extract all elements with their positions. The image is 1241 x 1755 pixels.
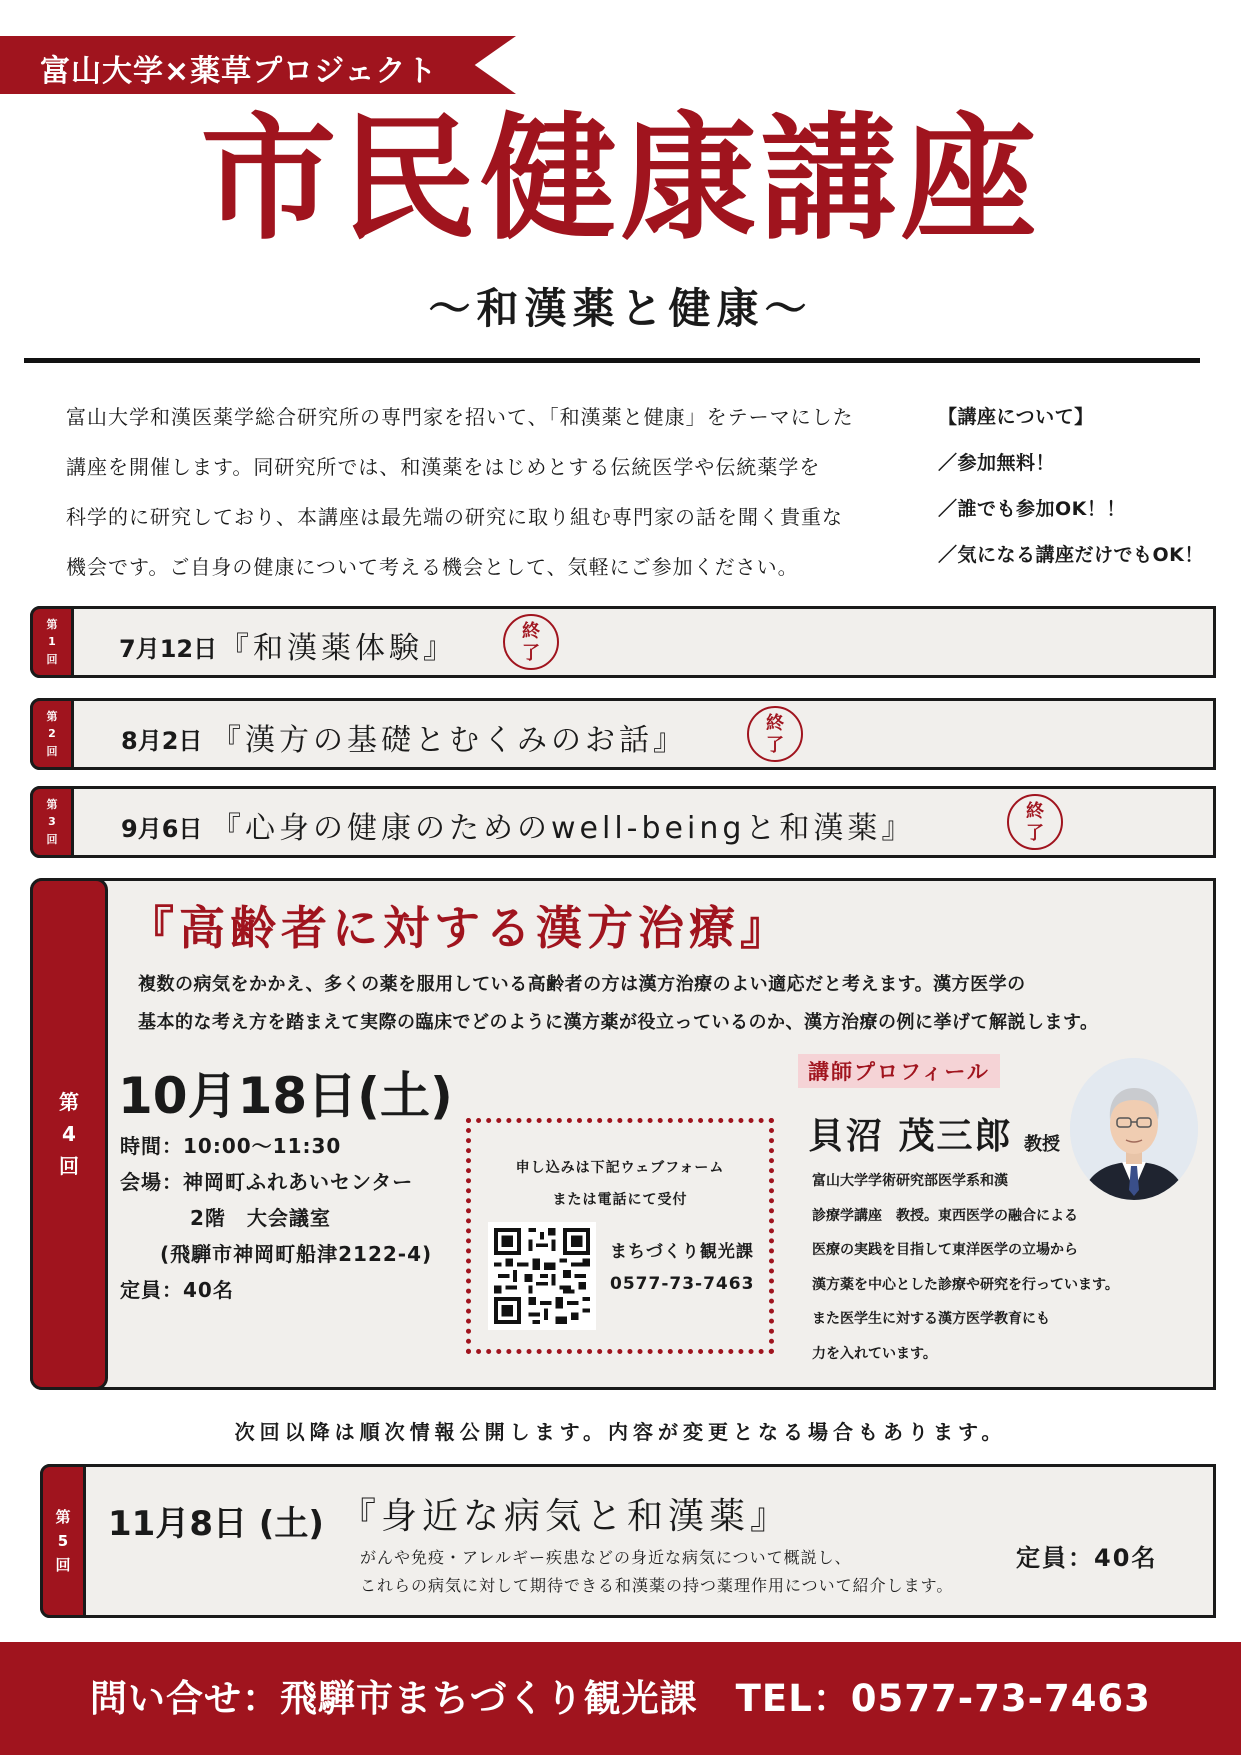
- tab-char: 回: [46, 652, 58, 666]
- contact-phone[interactable]: 0577-73-7463: [610, 1274, 755, 1294]
- instruction-line: または電話にて受付: [552, 1192, 688, 1208]
- session-1-date: 7月12日: [119, 635, 218, 663]
- instruction-line: 申し込みは下記ウェブフォーム: [515, 1160, 725, 1176]
- stamp-char: 終: [1026, 801, 1044, 822]
- tab-char: 回: [46, 744, 58, 758]
- footer-contact: 問い合せ：飛騨市まちづくり観光課 TEL：0577-73-7463: [0, 1642, 1241, 1755]
- stamp-char: 了: [522, 643, 540, 664]
- tab-char: 2: [48, 727, 56, 741]
- update-notice: 次回以降は順次情報公開します。内容が変更となる場合もあります。: [234, 1420, 1007, 1444]
- about-item: ／参加無料！: [938, 452, 1056, 474]
- tab-char: 1: [48, 635, 56, 649]
- session-1-row: [30, 606, 1216, 678]
- intro-line: 富山大学和漢医薬学総合研究所の専門家を招いて、「和漢薬と健康」をテーマにした: [66, 405, 854, 429]
- bio-line: 富山大学学術研究部医学系和漢: [812, 1173, 1008, 1189]
- lecturer-name: 貝沼 茂三郎: [808, 1116, 1013, 1157]
- tab-char: 第: [46, 798, 58, 812]
- bio-line: 力を入れています。: [812, 1345, 937, 1362]
- page-title: 市民健康講座: [200, 101, 1041, 259]
- session-5-description: [360, 1544, 1060, 1600]
- finished-stamp: [747, 706, 803, 762]
- session-3-date: 9月6日: [121, 815, 203, 843]
- tab-char: 第: [46, 710, 58, 724]
- session-5-tab: [40, 1464, 86, 1618]
- project-banner: 富山大学×薬草プロジェクト: [40, 54, 438, 89]
- tab-char: 3: [48, 815, 56, 829]
- description-line: 複数の病気をかかえ、多くの薬を服用している高齢者の方は漢方治療のよい適応だと考えます。漢方医学の: [138, 974, 1026, 995]
- stamp-char: 了: [1026, 823, 1044, 844]
- intro-text: [66, 392, 926, 592]
- session-2-date: 8月2日: [121, 727, 203, 755]
- description-line: これらの病気に対して期待できる和漢薬の持つ薬理作用について紹介します。: [360, 1576, 954, 1595]
- tab-char: 5: [57, 1532, 69, 1550]
- about-item: ／気になる講座だけでもOK！: [938, 544, 1204, 566]
- intro-line: 講座を開催します。同研究所では、和漢薬をはじめとする伝統医学や伝統薬学を: [66, 455, 821, 479]
- session-4-date: 10月18日(土): [118, 1067, 453, 1125]
- session-3-title: 『心身の健康のためのwell-beingと和漢薬』: [211, 811, 916, 846]
- tab-char: 4: [62, 1122, 76, 1146]
- session-3-tab: [30, 786, 74, 858]
- description-line: 基本的な考え方を踏まえて実際の臨床でどのように漢方薬が役立っているのか、漢方治療の例に挙げて解説します。: [138, 1012, 1099, 1033]
- venue-room-text: 2階 大会議室: [190, 1206, 331, 1230]
- session-3-row: [30, 786, 1216, 858]
- tab-char: 第: [46, 618, 58, 632]
- session-4-tab: [30, 878, 108, 1390]
- session-4-description: [138, 966, 1198, 1042]
- intro-line: 科学的に研究しており、本講座は最先端の研究に取り組む専門家の話を聞く貴重な: [66, 505, 843, 529]
- session-1-tab: [30, 606, 74, 678]
- application-instructions: [466, 1152, 774, 1216]
- contact-office: まちづくり観光課: [610, 1242, 754, 1262]
- capacity-text: 定員：40名: [120, 1278, 234, 1302]
- lecturer-portrait: [1070, 1058, 1198, 1200]
- session-2-title: 『漢方の基礎とむくみのお話』: [211, 723, 687, 758]
- venue-text: 会場：神岡町ふれあいセンター: [120, 1170, 414, 1194]
- session-5-capacity: 定員：40名: [1016, 1544, 1158, 1572]
- stamp-char: 終: [522, 621, 540, 642]
- description-line: がんや免疫・アレルギー疾患などの身近な病気について概説し、: [360, 1548, 852, 1567]
- session-1-title: 『和漢薬体験』: [219, 631, 457, 666]
- session-5-title: 『身近な病気と和漢薬』: [340, 1496, 792, 1537]
- bio-line: また医学生に対する漢方医学教育にも: [812, 1311, 1050, 1327]
- stamp-char: 終: [766, 713, 784, 734]
- venue-address-text: (飛騨市神岡町船津2122-4): [160, 1242, 433, 1266]
- intro-line: 機会です。ご自身の健康について考える機会として、気軽にご参加ください。: [66, 555, 799, 579]
- qr-code-icon[interactable]: [488, 1222, 596, 1330]
- lecturer-rank: 教授: [1024, 1134, 1060, 1155]
- about-item: ／誰でも参加OK！！: [938, 498, 1126, 520]
- stamp-char: 了: [766, 735, 784, 756]
- tab-char: 回: [59, 1154, 79, 1178]
- session-2-row: [30, 698, 1216, 770]
- bio-line: 医療の実践を目指して東洋医学の立場から: [812, 1242, 1078, 1258]
- bio-line: 診療学講座 教授。東西医学の融合による: [812, 1207, 1078, 1224]
- about-heading: 【講座について】: [938, 406, 1094, 428]
- tab-char: 回: [55, 1556, 71, 1574]
- session-2-tab: [30, 698, 74, 770]
- about-box: [938, 394, 1238, 578]
- application-contact: [610, 1236, 754, 1300]
- tab-char: 回: [46, 832, 58, 846]
- finished-stamp: [1007, 794, 1063, 850]
- finished-stamp: [503, 614, 559, 670]
- tab-char: 第: [59, 1090, 79, 1114]
- divider: [24, 358, 1200, 363]
- session-5-date: 11月8日 (土): [108, 1504, 324, 1544]
- time-text: 時間：10:00～11:30: [120, 1134, 342, 1158]
- tab-char: 第: [55, 1508, 71, 1526]
- page-subtitle: ～和漢薬と健康～: [428, 284, 813, 333]
- profile-label: 講師プロフィール: [798, 1054, 1000, 1088]
- bio-line: 漢方薬を中心とした診療や研究を行っています。: [812, 1276, 1119, 1293]
- session-4-title: 『高齢者に対する漢方治療』: [128, 901, 791, 955]
- session-4-details: [120, 1128, 432, 1308]
